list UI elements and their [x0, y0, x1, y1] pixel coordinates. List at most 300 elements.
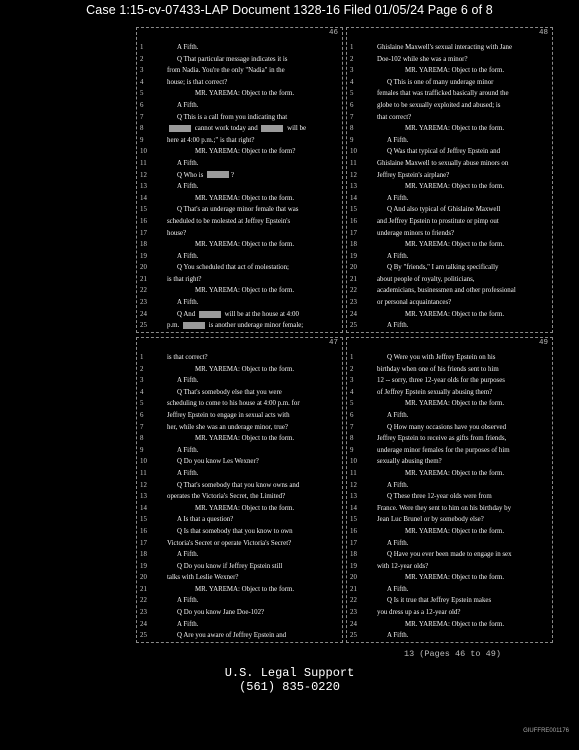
- line-text: scheduling to come to his house at 4:00 p.m. for: [167, 400, 300, 408]
- line-text: MR. YAREMA: Object to the form.: [195, 504, 295, 512]
- line-number: 2: [350, 365, 354, 373]
- transcript-line: [347, 228, 552, 240]
- line-text: A Fifth.: [177, 551, 199, 559]
- line-number: 22: [140, 287, 147, 295]
- line-number: 11: [350, 159, 357, 167]
- line-text: Ghislaine Maxwell's sexual interacting with Jane: [377, 44, 512, 51]
- line-number: 9: [140, 136, 144, 144]
- line-text: birthday when one of his friends sent to him: [377, 365, 499, 373]
- line-number: 23: [350, 299, 357, 307]
- line-text: scheduled to be molested at Jeffrey Epstein's: [167, 217, 291, 225]
- line-number: 19: [350, 562, 357, 570]
- transcript-line: [137, 181, 342, 193]
- line-text: house; is that correct?: [167, 78, 228, 86]
- line-number: 12: [350, 481, 357, 489]
- line-number: 25: [140, 632, 147, 640]
- line-text: A Fifth.: [387, 194, 409, 202]
- line-text: academicians, businessmen and other professional: [377, 287, 516, 295]
- line-text: Q By "friends," I am talking specifically: [387, 264, 499, 272]
- transcript-line: [137, 398, 342, 410]
- line-text: of Jeffrey Epstein sexually abusing them?: [377, 388, 493, 396]
- transcript-line: [347, 433, 552, 445]
- line-number: 14: [350, 504, 357, 512]
- line-text: here at 4:00 p.m.;" is that right?: [167, 136, 255, 144]
- line-text: A Fifth.: [387, 322, 409, 330]
- transcript-line: [347, 239, 552, 251]
- line-text: A Fifth.: [387, 411, 409, 419]
- line-number: 23: [140, 609, 147, 617]
- redaction-box: [183, 322, 205, 329]
- line-text: MR. YAREMA: Object to the form.: [405, 527, 505, 535]
- transcript-line: [347, 514, 552, 526]
- line-number: 22: [140, 597, 147, 605]
- line-number: 25: [350, 322, 357, 330]
- line-text: MR. YAREMA: Object to the form.: [195, 585, 295, 593]
- page-number: 49: [538, 339, 548, 347]
- line-number: 24: [140, 620, 147, 628]
- line-number: 16: [350, 217, 357, 225]
- line-text: Q Do you know Jane Doe-102?: [177, 609, 265, 617]
- line-text: 12 -- sorry, three 12-year olds for the purposes: [377, 377, 505, 385]
- line-text: underage minor females for the purposes of him: [377, 446, 510, 454]
- transcript-line: [347, 309, 552, 321]
- transcript-line: [347, 170, 552, 182]
- transcript-line: [137, 410, 342, 422]
- line-text: Q Is that somebody that you know to own: [177, 527, 293, 535]
- transcript-line: [137, 364, 342, 376]
- line-number: 6: [350, 411, 354, 419]
- line-text: Jeffrey Epstein to receive as gifts from friends,: [377, 435, 507, 443]
- transcript-line: [347, 54, 552, 66]
- transcript-line: [347, 88, 552, 100]
- page-number: 46: [328, 29, 338, 37]
- line-number: 4: [350, 388, 354, 396]
- line-text: cannot work today and will be: [167, 123, 340, 135]
- transcript-line: [137, 607, 342, 619]
- line-number: 13: [140, 183, 147, 191]
- transcript-line: [347, 352, 552, 364]
- line-number: 25: [350, 632, 357, 640]
- line-number: 19: [140, 562, 147, 570]
- line-number: 4: [140, 388, 144, 396]
- transcript-line: [347, 193, 552, 205]
- line-text: Victoria's Secret or operate Victoria's Secret?: [167, 539, 292, 547]
- transcript-line: [347, 630, 552, 642]
- line-number: 15: [350, 516, 357, 524]
- transcript-line: [137, 433, 342, 445]
- line-text: or personal acquaintances?: [377, 299, 452, 307]
- line-text: house?: [167, 229, 187, 237]
- transcript-line: [137, 514, 342, 526]
- transcript-line: [137, 262, 342, 274]
- line-number: 10: [140, 458, 147, 466]
- transcript-line: [137, 480, 342, 492]
- line-text: Ghislaine Maxwell to sexually abuse minors on: [377, 159, 509, 167]
- line-number: 7: [350, 113, 354, 121]
- line-text: Q This is one of many underage minor: [387, 78, 494, 86]
- line-number: 1: [350, 44, 354, 51]
- court-reporter-block: [0, 666, 579, 694]
- transcript-line: [137, 112, 342, 124]
- line-text: MR. YAREMA: Object to the form.: [405, 125, 505, 133]
- transcript-line: [137, 135, 342, 147]
- line-number: 17: [350, 229, 357, 237]
- line-text: p.m. is another underage minor female;: [167, 322, 304, 330]
- line-text: A Fifth.: [387, 481, 409, 489]
- line-number: 4: [350, 78, 354, 86]
- line-text: MR. YAREMA: Object to the form.: [405, 67, 505, 75]
- transcript-line: [137, 158, 342, 170]
- line-number: 11: [140, 159, 147, 167]
- line-text: Q This is a call from you indicating that: [177, 113, 288, 121]
- line-number: 12: [140, 171, 147, 179]
- transcript-page-48: [346, 27, 553, 333]
- transcript-line: [347, 297, 552, 309]
- transcript-line: [347, 112, 552, 124]
- transcript-line: [137, 595, 342, 607]
- line-number: 17: [350, 539, 357, 547]
- transcript-page-49: [346, 337, 553, 643]
- line-number: 20: [140, 574, 147, 582]
- line-number: 24: [350, 620, 357, 628]
- line-number: 21: [140, 275, 147, 283]
- transcript-line: [137, 123, 342, 135]
- page-number: 47: [328, 339, 338, 347]
- line-text: MR. YAREMA: Object to the form.: [195, 194, 295, 202]
- line-number: 19: [350, 252, 357, 260]
- transcript-line: [347, 146, 552, 158]
- line-text: Q How many occasions have you observed: [387, 423, 507, 431]
- line-text: MR. YAREMA: Object to the form.: [195, 287, 295, 295]
- transcript-line: [137, 549, 342, 561]
- transcript-line: [347, 445, 552, 457]
- transcript-line: [347, 480, 552, 492]
- line-number: 3: [350, 67, 354, 75]
- line-number: 16: [140, 527, 147, 535]
- line-number: 21: [350, 275, 357, 283]
- line-number: 20: [350, 574, 357, 582]
- transcript-line: [137, 572, 342, 584]
- line-text: you dress up as a 12-year old?: [377, 609, 461, 617]
- line-text: Q Who is ?: [177, 171, 235, 179]
- line-number: 11: [350, 469, 357, 477]
- line-number: 19: [140, 252, 147, 260]
- line-number: 17: [140, 539, 147, 547]
- transcript-line: [347, 65, 552, 77]
- line-text: A Fifth.: [387, 585, 409, 593]
- line-number: 10: [350, 458, 357, 466]
- line-text: A Fifth.: [177, 597, 199, 605]
- transcript-line: [347, 158, 552, 170]
- transcript-line: [137, 251, 342, 263]
- line-number: 13: [350, 493, 357, 501]
- line-text: A Fifth.: [387, 136, 409, 144]
- line-number: 1: [140, 354, 144, 361]
- line-text: Doe-102 while she was a minor?: [377, 55, 468, 63]
- line-number: 16: [350, 527, 357, 535]
- transcript-line: [137, 468, 342, 480]
- transcript-line: [137, 526, 342, 538]
- line-number: 9: [350, 136, 354, 144]
- line-number: 15: [140, 206, 147, 214]
- transcript-line: [347, 204, 552, 216]
- line-text: talks with Leslie Wexner?: [167, 574, 239, 582]
- transcript-line: [347, 77, 552, 89]
- page-number: 48: [538, 29, 548, 37]
- transcript-line: [347, 100, 552, 112]
- line-number: 18: [140, 551, 147, 559]
- transcript-line: [137, 146, 342, 158]
- line-number: 14: [140, 504, 147, 512]
- line-number: 21: [350, 585, 357, 593]
- line-number: 7: [140, 113, 144, 121]
- line-text: A Fifth.: [177, 377, 199, 385]
- line-text: Q That particular message indicates it is: [177, 55, 288, 63]
- transcript-line: [137, 239, 342, 251]
- transcript-line: [347, 572, 552, 584]
- line-number: 8: [350, 435, 354, 443]
- transcript-line: [137, 561, 342, 573]
- transcript-line: [137, 100, 342, 112]
- line-number: 3: [140, 377, 144, 385]
- line-number: 22: [350, 287, 357, 295]
- line-text: Q Do you know Les Wexner?: [177, 458, 259, 466]
- line-number: 7: [140, 423, 144, 431]
- line-text: A Fifth.: [177, 101, 199, 109]
- line-number: 15: [350, 206, 357, 214]
- page-lines: [137, 42, 342, 332]
- transcript-line: [137, 584, 342, 596]
- transcript-line: [347, 584, 552, 596]
- transcript-line: [347, 181, 552, 193]
- transcript-line: [347, 251, 552, 263]
- page-lines: [137, 352, 342, 642]
- line-number: 22: [350, 597, 357, 605]
- line-number: 4: [140, 78, 144, 86]
- transcript-line: [137, 630, 342, 642]
- line-number: 10: [350, 148, 357, 156]
- transcript-line: [137, 422, 342, 434]
- transcript-line: [347, 42, 552, 54]
- transcript-line: [347, 375, 552, 387]
- line-text: MR. YAREMA: Object to the form.: [405, 574, 505, 582]
- transcript-line: [347, 561, 552, 573]
- transcript-line: [347, 422, 552, 434]
- line-text: A Fifth.: [177, 469, 199, 477]
- line-number: 5: [350, 90, 354, 98]
- line-number: 5: [350, 400, 354, 408]
- line-number: 1: [350, 354, 354, 361]
- transcript-line: [137, 503, 342, 515]
- line-text: MR. YAREMA: Object to the form.: [405, 241, 505, 249]
- line-text: Q That's somebody that you know owns and: [177, 481, 300, 489]
- transcript-line: [347, 549, 552, 561]
- redaction-box: [207, 171, 229, 178]
- line-number: 3: [350, 377, 354, 385]
- transcript-line: [347, 607, 552, 619]
- line-number: 12: [140, 481, 147, 489]
- transcript-line: [137, 228, 342, 240]
- line-number: 20: [350, 264, 357, 272]
- line-text: Q Is it true that Jeffrey Epstein makes: [387, 597, 492, 605]
- line-text: underage minors to friends?: [377, 229, 455, 237]
- redaction-box: [261, 125, 283, 132]
- line-number: 18: [140, 241, 147, 249]
- company-name: U.S. Legal Support: [224, 666, 355, 680]
- line-text: from Nadia. You're the only "Nadia" in the: [167, 67, 285, 75]
- case-header: Case 1:15-cv-07433-LAP Document 1328-16 Filed 01/05/24 Page 6 of 8: [86, 3, 493, 17]
- transcript-line: [137, 285, 342, 297]
- line-number: 9: [350, 446, 354, 454]
- line-text: Q Were you with Jeffrey Epstein on his: [387, 354, 496, 361]
- line-text: operates the Victoria's Secret, the Limited?: [167, 493, 286, 501]
- transcript-line: [137, 88, 342, 100]
- line-number: 13: [350, 183, 357, 191]
- line-text: A Fifth.: [177, 252, 199, 260]
- line-number: 7: [350, 423, 354, 431]
- line-number: 18: [350, 551, 357, 559]
- line-text: A Fifth.: [177, 44, 199, 51]
- line-text: Q And also typical of Ghislaine Maxwell: [387, 206, 501, 214]
- transcript-line: [137, 65, 342, 77]
- line-text: Q Do you know if Jeffrey Epstein still: [177, 562, 283, 570]
- line-text: sexually abusing them?: [377, 458, 442, 466]
- redaction-box: [169, 125, 191, 132]
- line-text: Jeffrey Epstein's airplane?: [377, 171, 450, 179]
- transcript-line: [347, 274, 552, 286]
- transcript-line: [137, 170, 342, 182]
- line-number: 12: [350, 171, 357, 179]
- line-text: about people of royalty, politicians,: [377, 275, 475, 283]
- line-number: 1: [140, 44, 144, 51]
- line-number: 25: [140, 322, 147, 330]
- line-number: 21: [140, 585, 147, 593]
- line-number: 14: [140, 194, 147, 202]
- line-number: 6: [350, 101, 354, 109]
- transcript-line: [347, 526, 552, 538]
- line-number: 11: [140, 469, 147, 477]
- line-number: 2: [140, 55, 144, 63]
- line-text: is that correct?: [167, 354, 208, 361]
- line-text: her, while she was an underage minor, true?: [167, 423, 288, 431]
- line-text: and Jeffrey Epstein to prostitute or pimp out: [377, 217, 499, 225]
- line-text: A Fifth.: [387, 632, 409, 640]
- line-text: MR. YAREMA: Object to the form.: [405, 620, 505, 628]
- transcript-line: [137, 375, 342, 387]
- line-text: A Fifth.: [177, 159, 199, 167]
- transcript-line: [137, 352, 342, 364]
- transcript-grid: [136, 27, 556, 643]
- line-number: 6: [140, 101, 144, 109]
- line-text: females that was trafficked basically around the: [377, 90, 509, 98]
- line-number: 18: [350, 241, 357, 249]
- transcript-line: [137, 445, 342, 457]
- transcript-line: [137, 216, 342, 228]
- line-text: MR. YAREMA: Object to the form.: [405, 310, 505, 318]
- line-text: Q And will be at the house at 4:00: [177, 310, 299, 318]
- line-number: 16: [140, 217, 147, 225]
- line-text: Jeffrey Epstein to engage in sexual acts with: [167, 411, 290, 419]
- transcript-line: [137, 491, 342, 503]
- page-lines: [347, 352, 552, 642]
- line-text: MR. YAREMA: Object to the form.: [405, 400, 505, 408]
- transcript-line: [137, 456, 342, 468]
- line-number: 23: [350, 609, 357, 617]
- transcript-line: [137, 387, 342, 399]
- transcript-line: [347, 503, 552, 515]
- line-number: 8: [350, 125, 354, 133]
- pages-label: 13 (Pages 46 to 49): [404, 649, 501, 659]
- line-text: MR. YAREMA: Object to the form.: [195, 241, 295, 249]
- transcript-line: [137, 204, 342, 216]
- line-text: France. Were they sent to him on his birthday by: [377, 504, 512, 512]
- line-text: with 12-year olds?: [377, 562, 429, 570]
- line-number: 17: [140, 229, 147, 237]
- transcript-page-47: [136, 337, 343, 643]
- line-number: 14: [350, 194, 357, 202]
- line-text: Q Are you aware of Jeffrey Epstein and: [177, 632, 287, 640]
- transcript-line: [347, 320, 552, 332]
- transcript-line: [347, 262, 552, 274]
- line-text: that correct?: [377, 113, 412, 121]
- line-text: A Fifth.: [177, 299, 199, 307]
- transcript-line: [347, 410, 552, 422]
- line-text: Q That's an underage minor female that was: [177, 206, 299, 214]
- line-number: 9: [140, 446, 144, 454]
- transcript-line: [347, 456, 552, 468]
- transcript-line: [137, 77, 342, 89]
- transcript-line: [347, 135, 552, 147]
- line-number: 8: [140, 435, 144, 443]
- transcript-line: [137, 538, 342, 550]
- line-text: A Fifth.: [177, 446, 199, 454]
- bates-stamp: GIUFFRE001176: [523, 728, 569, 734]
- line-text: A Fifth.: [387, 539, 409, 547]
- transcript-line: [137, 274, 342, 286]
- transcript-line: [137, 320, 342, 332]
- line-number: 24: [140, 310, 147, 318]
- line-text: globe to be sexually exploited and abused; is: [377, 101, 501, 109]
- line-text: Q These three 12-year olds were from: [387, 493, 492, 501]
- transcript-line: [347, 468, 552, 480]
- line-number: 15: [140, 516, 147, 524]
- transcript-line: [137, 42, 342, 54]
- line-text: MR. YAREMA: Object to the form.: [195, 435, 295, 443]
- line-number: 10: [140, 148, 147, 156]
- line-number: 3: [140, 67, 144, 75]
- transcript-line: [137, 297, 342, 309]
- line-text: MR. YAREMA: Object to the form.: [405, 183, 505, 191]
- transcript-line: [347, 285, 552, 297]
- transcript-line: [137, 54, 342, 66]
- line-text: is that right?: [167, 275, 202, 283]
- line-text: Q You scheduled that act of molestation;: [177, 264, 289, 272]
- line-number: 5: [140, 90, 144, 98]
- transcript-line: [347, 398, 552, 410]
- transcript-line: [137, 309, 342, 321]
- line-text: A Fifth.: [177, 620, 199, 628]
- transcript-line: [347, 595, 552, 607]
- transcript-page-46: [136, 27, 343, 333]
- line-text: A Fifth.: [177, 183, 199, 191]
- transcript-line: [347, 216, 552, 228]
- line-number: 24: [350, 310, 357, 318]
- line-number: 20: [140, 264, 147, 272]
- transcript-line: [347, 619, 552, 631]
- transcript-line: [347, 364, 552, 376]
- transcript-line: [347, 491, 552, 503]
- company-phone: (561) 835-0220: [239, 680, 340, 694]
